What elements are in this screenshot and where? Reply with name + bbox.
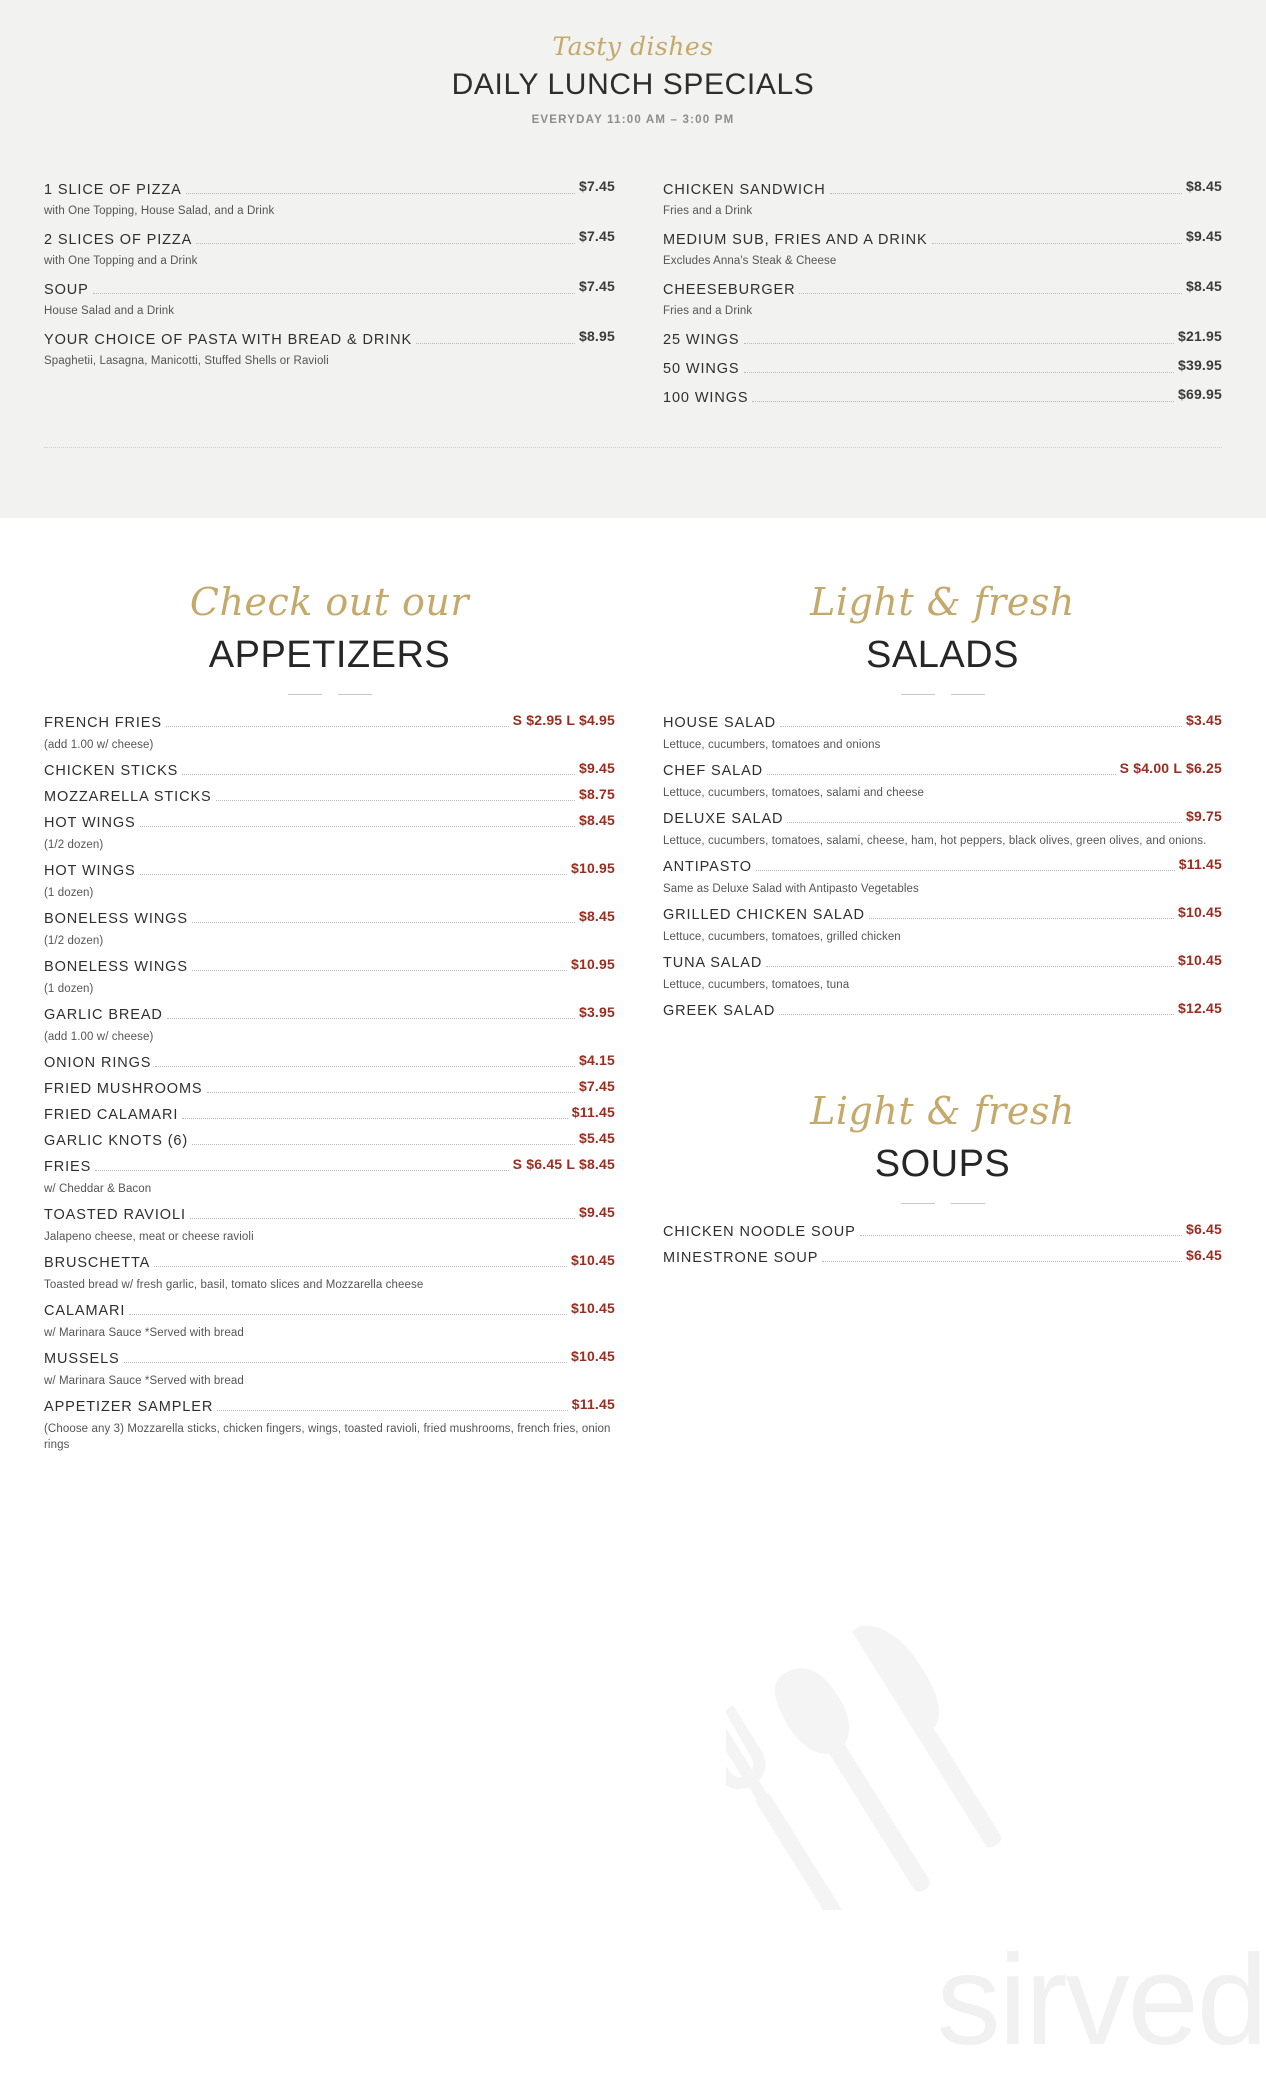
dotted-leader bbox=[192, 922, 575, 923]
dotted-leader bbox=[779, 1014, 1174, 1015]
menu-item-line bbox=[663, 904, 1222, 923]
menu-item-name: BONELESS WINGS bbox=[44, 959, 188, 975]
menu-item-description: House Salad and a Drink bbox=[44, 305, 175, 317]
appetizers-divider-dashes bbox=[44, 694, 615, 695]
menu-item-name: 25 WINGS bbox=[663, 332, 740, 348]
menu-item-line bbox=[44, 1078, 615, 1097]
menu-item bbox=[663, 1221, 1222, 1240]
dotted-leader bbox=[766, 966, 1174, 967]
menu-item-line bbox=[44, 1300, 615, 1319]
menu-item bbox=[44, 178, 615, 219]
menu-item-line bbox=[663, 1000, 1222, 1019]
menu-item-name: APPETIZER SAMPLER bbox=[44, 1399, 214, 1415]
menu-item-name: HOT WINGS bbox=[44, 863, 136, 879]
dotted-leader bbox=[129, 1314, 567, 1315]
menu-item bbox=[663, 808, 1222, 849]
menu-item-name: CHICKEN SANDWICH bbox=[663, 182, 826, 198]
dotted-leader bbox=[756, 870, 1175, 871]
menu-item-description: w/ Marinara Sauce *Served with bread bbox=[44, 1327, 244, 1339]
menu-item-line bbox=[663, 856, 1222, 875]
menu-item-name: FRENCH FRIES bbox=[44, 715, 162, 731]
menu-item-description: (add 1.00 w/ cheese) bbox=[44, 1031, 154, 1043]
menu-item-price: $10.95 bbox=[570, 956, 615, 972]
menu-item-name: BONELESS WINGS bbox=[44, 911, 188, 927]
menu-item-line bbox=[44, 228, 615, 248]
menu-item-name: FRIED MUSHROOMS bbox=[44, 1081, 203, 1097]
menu-item-price: $7.45 bbox=[578, 278, 615, 294]
menu-item-description: (1/2 dozen) bbox=[44, 935, 104, 947]
dotted-leader bbox=[799, 293, 1181, 294]
salads-divider-dashes bbox=[663, 694, 1222, 695]
lunch-specials-section bbox=[0, 0, 1266, 518]
menu-item-price: $12.45 bbox=[1177, 1000, 1222, 1016]
dotted-leader bbox=[767, 774, 1116, 775]
menu-item-name: CHEF SALAD bbox=[663, 763, 764, 779]
menu-item-description: Same as Deluxe Salad with Antipasto Vegetables bbox=[663, 883, 919, 895]
menu-item-price: $8.75 bbox=[578, 786, 615, 802]
menu-item-name: SOUP bbox=[44, 282, 89, 298]
menu-item-price: $8.95 bbox=[578, 328, 615, 344]
menu-item-line bbox=[663, 1221, 1222, 1240]
dotted-leader bbox=[182, 774, 575, 775]
menu-item-name: ONION RINGS bbox=[44, 1055, 152, 1071]
menu-item-price: $4.15 bbox=[578, 1052, 615, 1068]
dash-right bbox=[951, 1203, 985, 1204]
menu-item-name: MUSSELS bbox=[44, 1351, 120, 1367]
menu-item bbox=[44, 1078, 615, 1097]
menu-item-line bbox=[44, 812, 615, 831]
dotted-leader bbox=[207, 1092, 575, 1093]
menu-item-line bbox=[44, 1348, 615, 1367]
menu-item-description: w/ Cheddar & Bacon bbox=[44, 1183, 152, 1195]
menu-item-line bbox=[663, 808, 1222, 827]
menu-item bbox=[663, 228, 1222, 269]
menu-item-name: 2 SLICES OF PIZZA bbox=[44, 232, 193, 248]
dotted-leader bbox=[744, 372, 1174, 373]
menu-item-price: $10.45 bbox=[1177, 952, 1222, 968]
menu-item-price: $7.45 bbox=[578, 228, 615, 244]
dotted-leader bbox=[93, 293, 575, 294]
menu-item bbox=[44, 1104, 615, 1123]
sirved-watermark bbox=[646, 1929, 1266, 2072]
menu-item-price: $9.45 bbox=[578, 1204, 615, 1220]
menu-item bbox=[44, 1300, 615, 1341]
lunch-title: DAILY LUNCH SPECIALS bbox=[451, 68, 815, 101]
dotted-leader bbox=[182, 1118, 567, 1119]
menu-item-name: CALAMARI bbox=[44, 1303, 126, 1319]
menu-item-price: $7.45 bbox=[578, 1078, 615, 1094]
salads-script-title: Light & fresh bbox=[810, 580, 1075, 624]
dotted-leader bbox=[860, 1235, 1182, 1236]
dotted-leader bbox=[190, 1218, 575, 1219]
dotted-leader bbox=[217, 1410, 568, 1411]
menu-item bbox=[44, 786, 615, 805]
dotted-leader bbox=[416, 343, 575, 344]
fork-knife-spoon-icon bbox=[726, 1610, 1056, 1910]
menu-item-line bbox=[663, 228, 1222, 248]
menu-item bbox=[44, 1348, 615, 1389]
menu-item-line bbox=[44, 1252, 615, 1271]
menu-item-description: (add 1.00 w/ cheese) bbox=[44, 739, 154, 751]
dotted-leader bbox=[140, 874, 567, 875]
menu-item-line bbox=[663, 1247, 1222, 1266]
dotted-leader bbox=[167, 1018, 575, 1019]
menu-item-price: S $2.95 L $4.95 bbox=[512, 712, 615, 728]
menu-item-price: $8.45 bbox=[1185, 178, 1222, 194]
menu-item-name: TOASTED RAVIOLI bbox=[44, 1207, 186, 1223]
menu-item-price: $11.45 bbox=[571, 1104, 615, 1120]
menu-item-price: $69.95 bbox=[1177, 386, 1222, 402]
soups-divider-dashes bbox=[663, 1203, 1222, 1204]
dotted-leader bbox=[192, 1144, 575, 1145]
menu-item-name: YOUR CHOICE OF PASTA WITH BREAD & DRINK bbox=[44, 332, 413, 348]
menu-item bbox=[44, 812, 615, 853]
menu-item-name: MINESTRONE SOUP bbox=[663, 1250, 819, 1266]
menu-item bbox=[663, 328, 1222, 348]
dash-left bbox=[288, 694, 322, 695]
menu-item-price: $3.95 bbox=[578, 1004, 615, 1020]
menu-item-line bbox=[44, 1004, 615, 1023]
menu-item-name: 1 SLICE OF PIZZA bbox=[44, 182, 182, 198]
menu-item bbox=[663, 712, 1222, 753]
menu-item bbox=[44, 908, 615, 949]
dotted-leader bbox=[154, 1266, 567, 1267]
menu-item-description: Toasted bread w/ fresh garlic, basil, tomato slices and Mozzarella cheese bbox=[44, 1279, 424, 1291]
dotted-leader bbox=[830, 193, 1182, 194]
menu-item bbox=[44, 1252, 615, 1293]
menu-columns bbox=[0, 518, 1266, 1463]
lunch-subtitle: EVERYDAY 11:00 AM – 3:00 PM bbox=[531, 114, 735, 126]
menu-item-name: MEDIUM SUB, FRIES AND A DRINK bbox=[663, 232, 928, 248]
salads-soups-column bbox=[633, 574, 1222, 1463]
lunch-script-title: Tasty dishes bbox=[552, 32, 714, 61]
dash-left bbox=[901, 694, 935, 695]
menu-item bbox=[663, 760, 1222, 801]
dash-right bbox=[951, 694, 985, 695]
dotted-leader bbox=[166, 726, 509, 727]
menu-item-name: ANTIPASTO bbox=[663, 859, 752, 875]
dash-left bbox=[901, 1203, 935, 1204]
menu-item-name: FRIES bbox=[44, 1159, 92, 1175]
menu-item bbox=[663, 904, 1222, 945]
menu-item-description: Fries and a Drink bbox=[663, 205, 753, 217]
dotted-leader bbox=[787, 822, 1182, 823]
dotted-leader bbox=[869, 918, 1174, 919]
menu-item-price: $9.75 bbox=[1185, 808, 1222, 824]
menu-item-description: Lettuce, cucumbers, tomatoes, tuna bbox=[663, 979, 850, 991]
menu-item-description: Spaghetii, Lasagna, Manicotti, Stuffed Shells or Ravioli bbox=[44, 355, 329, 367]
menu-item-price: $6.45 bbox=[1185, 1247, 1222, 1263]
menu-item-price: $11.45 bbox=[1178, 856, 1222, 872]
appetizers-header bbox=[44, 574, 615, 695]
menu-item-name: BRUSCHETTA bbox=[44, 1255, 151, 1271]
menu-item-line bbox=[663, 328, 1222, 348]
menu-item-name: MOZZARELLA STICKS bbox=[44, 789, 212, 805]
salads-title: SALADS bbox=[866, 634, 1019, 676]
menu-item-line bbox=[44, 956, 615, 975]
menu-item-description: Fries and a Drink bbox=[663, 305, 753, 317]
soups-title: SOUPS bbox=[874, 1143, 1011, 1185]
soups-list bbox=[663, 1221, 1222, 1266]
dotted-leader bbox=[752, 401, 1174, 402]
menu-item-line bbox=[44, 786, 615, 805]
menu-item-price: $5.45 bbox=[578, 1130, 615, 1146]
menu-item bbox=[44, 1156, 615, 1197]
menu-item bbox=[44, 712, 615, 753]
lunch-left-column bbox=[44, 178, 633, 419]
lunch-specials-header bbox=[0, 18, 1266, 126]
menu-item-price: $9.45 bbox=[1185, 228, 1222, 244]
menu-item-name: CHICKEN STICKS bbox=[44, 763, 179, 779]
menu-item bbox=[44, 1130, 615, 1149]
menu-item-description: with One Topping, House Salad, and a Drink bbox=[44, 205, 275, 217]
menu-item bbox=[663, 178, 1222, 219]
dotted-leader bbox=[822, 1261, 1182, 1262]
menu-item-description: Lettuce, cucumbers, tomatoes and onions bbox=[663, 739, 881, 751]
menu-item-line bbox=[663, 386, 1222, 406]
menu-item bbox=[44, 1004, 615, 1045]
menu-item bbox=[663, 386, 1222, 406]
menu-item-price: S $4.00 L $6.25 bbox=[1119, 760, 1222, 776]
menu-item-price: $8.45 bbox=[1185, 278, 1222, 294]
lunch-right-column bbox=[633, 178, 1222, 419]
menu-item bbox=[663, 856, 1222, 897]
menu-item-price: $21.95 bbox=[1177, 328, 1222, 344]
menu-item bbox=[44, 956, 615, 997]
menu-item-line bbox=[663, 278, 1222, 298]
menu-item-name: CHICKEN NOODLE SOUP bbox=[663, 1224, 856, 1240]
menu-item-price: $6.45 bbox=[1185, 1221, 1222, 1237]
salads-header bbox=[663, 574, 1222, 695]
menu-item-description: (1 dozen) bbox=[44, 887, 94, 899]
menu-item-description: Jalapeno cheese, meat or cheese ravioli bbox=[44, 1231, 254, 1243]
dotted-leader bbox=[95, 1170, 508, 1171]
menu-item-line bbox=[44, 1130, 615, 1149]
menu-item-line bbox=[44, 712, 615, 731]
menu-item-line bbox=[44, 1204, 615, 1223]
menu-item-price: $39.95 bbox=[1177, 357, 1222, 373]
menu-item-name: HOUSE SALAD bbox=[663, 715, 777, 731]
menu-item-name: 100 WINGS bbox=[663, 390, 749, 406]
menu-item-name: GRILLED CHICKEN SALAD bbox=[663, 907, 865, 923]
menu-item-name: HOT WINGS bbox=[44, 815, 136, 831]
menu-item-price: $10.45 bbox=[1177, 904, 1222, 920]
menu-item-description: (1 dozen) bbox=[44, 983, 94, 995]
dash-right bbox=[338, 694, 372, 695]
appetizers-script-title: Check out our bbox=[189, 580, 470, 624]
menu-item-price: $3.45 bbox=[1185, 712, 1222, 728]
menu-item bbox=[663, 278, 1222, 319]
menu-item-line bbox=[44, 1104, 615, 1123]
menu-item-name: GREEK SALAD bbox=[663, 1003, 776, 1019]
menu-item bbox=[44, 328, 615, 369]
menu-item-line bbox=[44, 1156, 615, 1175]
menu-item bbox=[663, 1000, 1222, 1019]
menu-item-name: GARLIC BREAD bbox=[44, 1007, 163, 1023]
menu-item-description: (Choose any 3) Mozzarella sticks, chicken fingers, wings, toasted ravioli, fried mushrooms, french fries, onion rings bbox=[44, 1423, 611, 1451]
menu-item-line bbox=[663, 952, 1222, 971]
menu-item-line bbox=[44, 328, 615, 348]
sirved-watermark-text: sirved bbox=[936, 1929, 1266, 2072]
menu-item bbox=[663, 1247, 1222, 1266]
dotted-leader bbox=[140, 826, 575, 827]
appetizers-column bbox=[44, 574, 633, 1463]
menu-item-name: GARLIC KNOTS (6) bbox=[44, 1133, 189, 1149]
menu-item-name: FRIED CALAMARI bbox=[44, 1107, 179, 1123]
dotted-leader bbox=[216, 800, 575, 801]
menu-item-line bbox=[663, 712, 1222, 731]
appetizers-list bbox=[44, 712, 615, 1453]
menu-item-description: Lettuce, cucumbers, tomatoes, grilled chicken bbox=[663, 931, 901, 943]
menu-item-line bbox=[663, 357, 1222, 377]
menu-item-price: $8.45 bbox=[578, 908, 615, 924]
dotted-leader bbox=[124, 1362, 567, 1363]
soups-header bbox=[663, 1083, 1222, 1204]
menu-item-price: $10.45 bbox=[570, 1348, 615, 1364]
menu-item-line bbox=[44, 760, 615, 779]
menu-item-price: $8.45 bbox=[578, 812, 615, 828]
dotted-leader bbox=[192, 970, 567, 971]
menu-item-description: Lettuce, cucumbers, tomatoes, salami, cheese, ham, hot peppers, black olives, green olives, and onions. bbox=[663, 835, 1207, 847]
lunch-columns bbox=[0, 178, 1266, 419]
salads-list bbox=[663, 712, 1222, 1019]
menu-item bbox=[44, 1396, 615, 1453]
menu-item-description: Lettuce, cucumbers, tomatoes, salami and cheese bbox=[663, 787, 925, 799]
menu-item bbox=[44, 760, 615, 779]
menu-item bbox=[663, 357, 1222, 377]
menu-item-name: CHEESEBURGER bbox=[663, 282, 796, 298]
menu-item-price: $10.45 bbox=[570, 1252, 615, 1268]
menu-item bbox=[44, 1052, 615, 1071]
menu-item-line bbox=[44, 908, 615, 927]
menu-item-price: $10.45 bbox=[570, 1300, 615, 1316]
dotted-leader bbox=[780, 726, 1182, 727]
menu-item-line bbox=[44, 278, 615, 298]
menu-item bbox=[44, 860, 615, 901]
menu-item-description: Excludes Anna's Steak & Cheese bbox=[663, 255, 837, 267]
menu-item-description: (1/2 dozen) bbox=[44, 839, 104, 851]
menu-item-line bbox=[44, 178, 615, 198]
menu-item bbox=[663, 952, 1222, 993]
menu-item-name: 50 WINGS bbox=[663, 361, 740, 377]
dotted-leader bbox=[186, 193, 575, 194]
menu-item bbox=[44, 228, 615, 269]
menu-item-name: TUNA SALAD bbox=[663, 955, 763, 971]
menu-item-price: $11.45 bbox=[571, 1396, 615, 1412]
menu-item-price: $10.95 bbox=[570, 860, 615, 876]
menu-item-line bbox=[663, 760, 1222, 779]
menu-item bbox=[44, 278, 615, 319]
menu-item-price: $7.45 bbox=[578, 178, 615, 194]
menu-item-line bbox=[663, 178, 1222, 198]
dotted-leader bbox=[196, 243, 575, 244]
menu-item-line bbox=[44, 860, 615, 879]
menu-item-description: with One Topping and a Drink bbox=[44, 255, 198, 267]
main-menu-section bbox=[0, 518, 1266, 1493]
menu-item-price: $9.45 bbox=[578, 760, 615, 776]
appetizers-title: APPETIZERS bbox=[208, 634, 451, 676]
dotted-leader bbox=[932, 243, 1182, 244]
menu-item-line bbox=[44, 1396, 615, 1415]
menu-item bbox=[44, 1204, 615, 1245]
menu-item-description: w/ Marinara Sauce *Served with bread bbox=[44, 1375, 244, 1387]
menu-item-line bbox=[44, 1052, 615, 1071]
dotted-leader bbox=[155, 1066, 575, 1067]
menu-item-price: S $6.45 L $8.45 bbox=[512, 1156, 615, 1172]
dotted-leader bbox=[744, 343, 1174, 344]
soups-script-title: Light & fresh bbox=[810, 1089, 1075, 1133]
menu-item-name: DELUXE SALAD bbox=[663, 811, 784, 827]
